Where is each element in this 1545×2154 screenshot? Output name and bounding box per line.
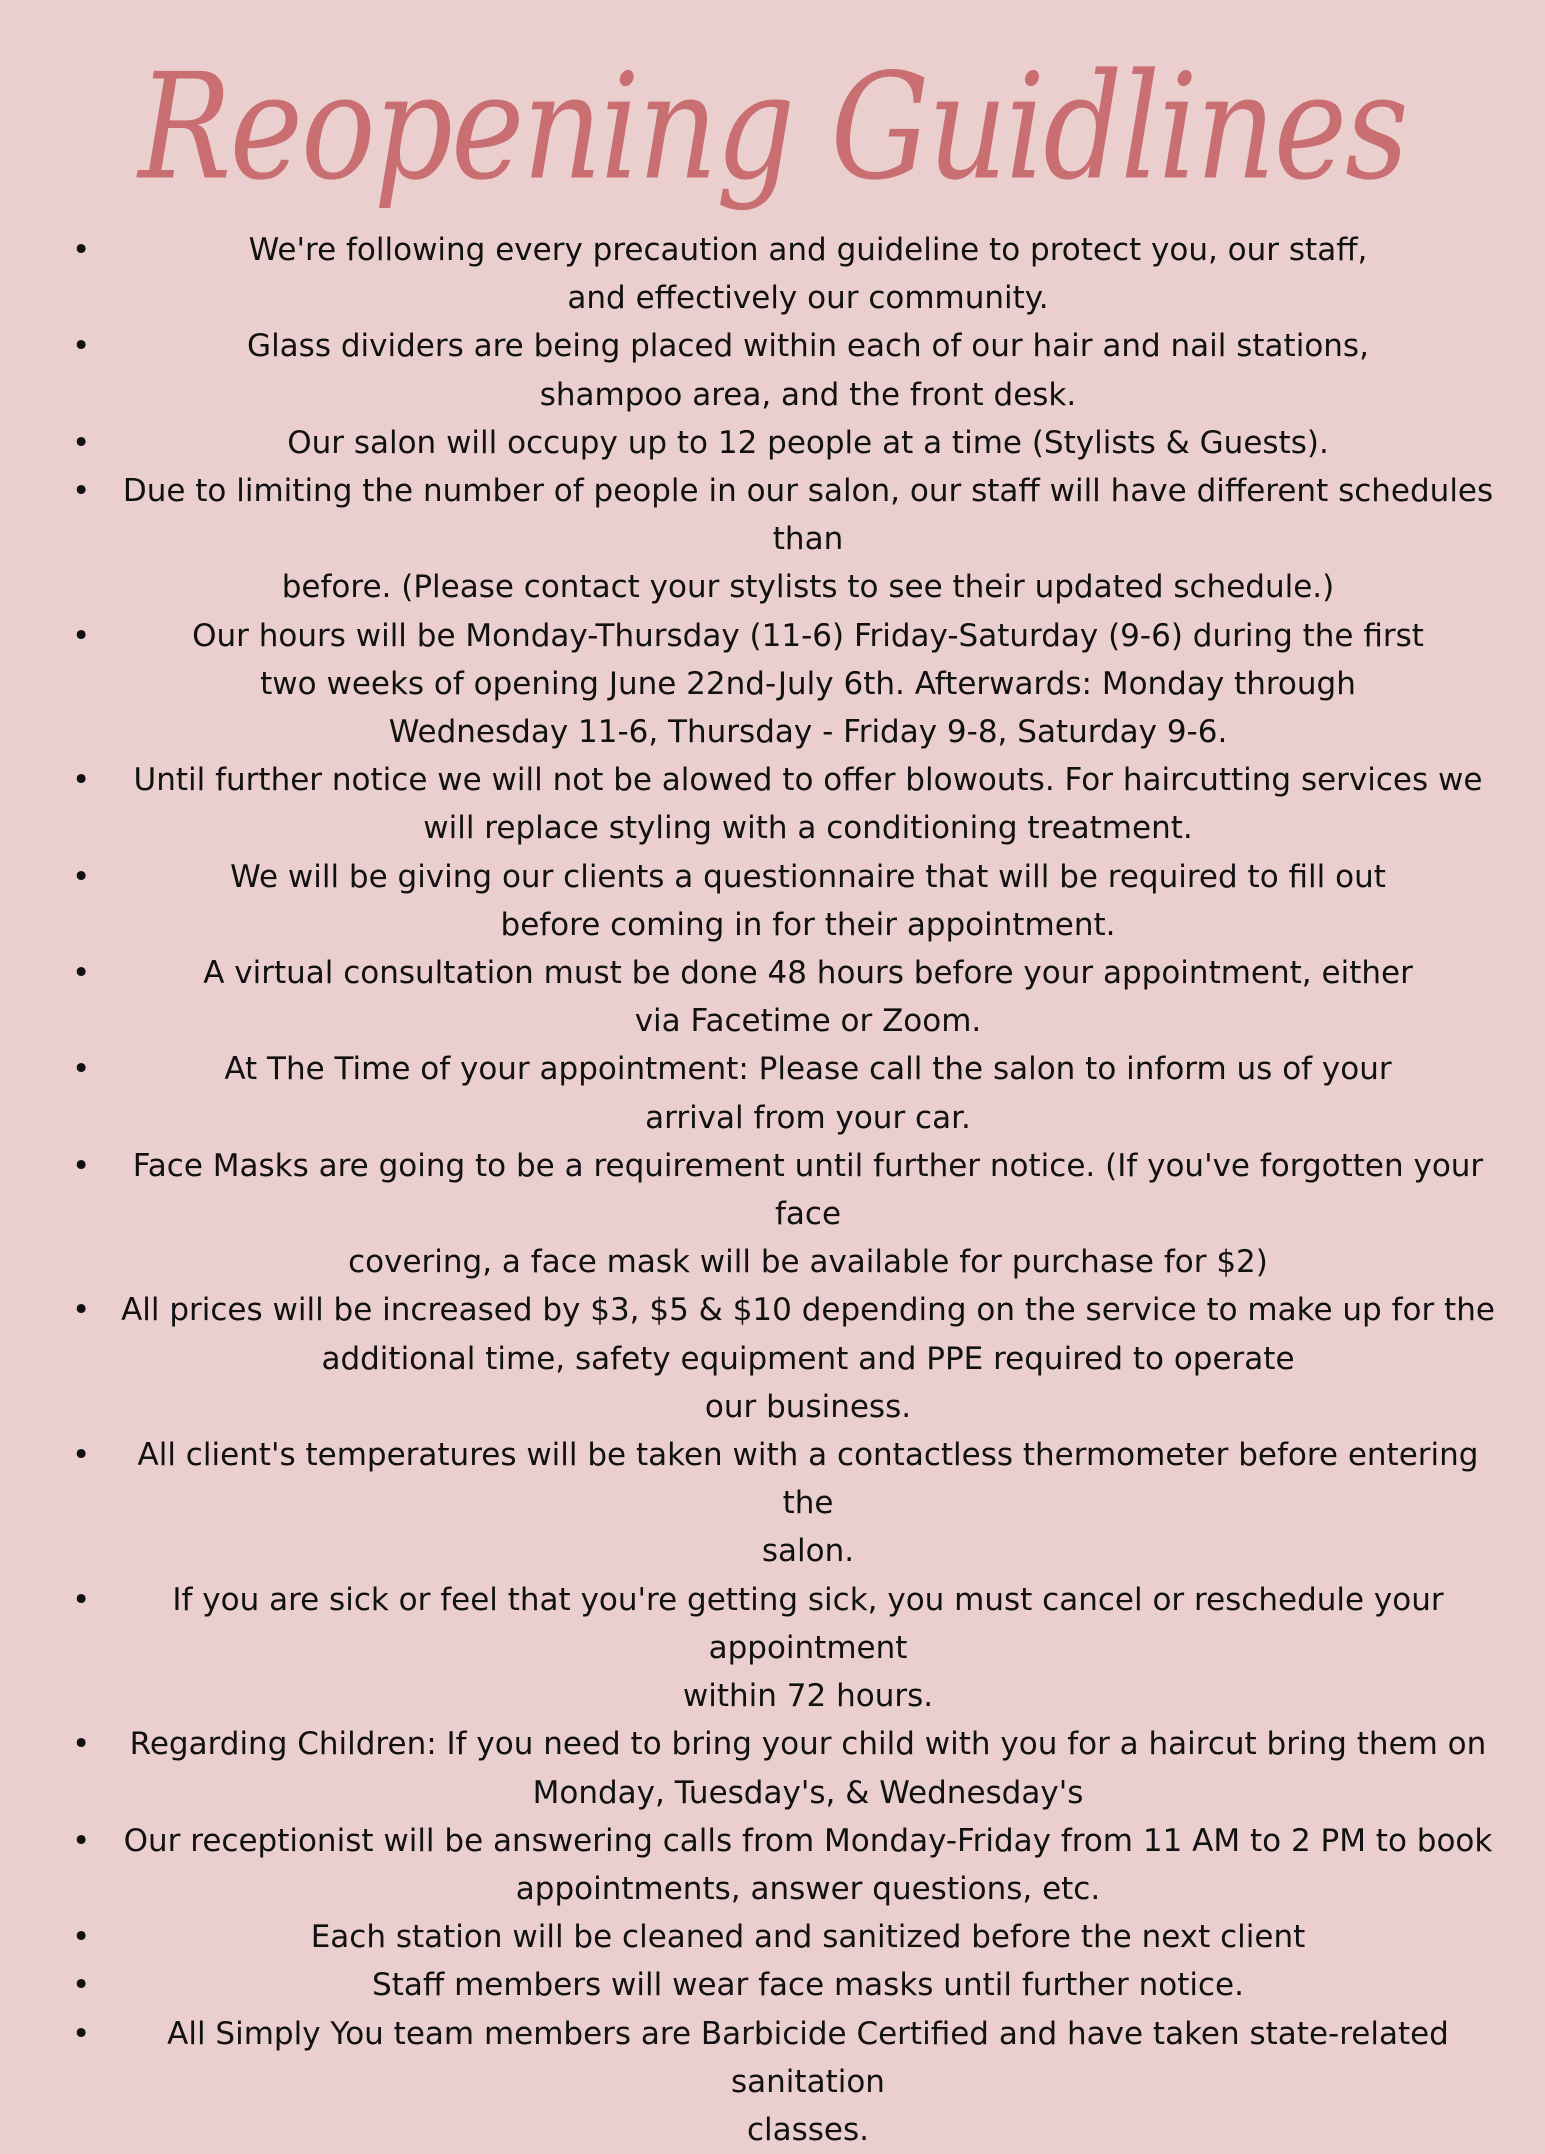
- list-item: [68, 467, 1508, 612]
- guideline-text: A virtual consultation must be done 48 hours before your appointment, either via Facetime or Zoom.: [203, 955, 1413, 1040]
- bullet-icon: •: [72, 1967, 91, 2004]
- guideline-text: Until further notice we will not be alowed to offer blowouts. For haircutting services we will replace styling with a conditioning treatment.: [133, 762, 1483, 847]
- list-item: [68, 853, 1508, 949]
- bullet-icon: •: [72, 1147, 91, 1184]
- bullet-icon: •: [72, 328, 91, 365]
- bullet-icon: •: [72, 2015, 91, 2052]
- guideline-text: All prices will be increased by $3, $5 & $10 depending on the service to make up for the additional time, safety equipment and PPE required to operate our business.: [121, 1292, 1495, 1425]
- bullet-icon: •: [72, 1437, 91, 1474]
- list-item: [68, 1720, 1508, 1816]
- list-item: [68, 1045, 1508, 1141]
- guideline-text: Our hours will be Monday-Thursday (11-6) Friday-Saturday (9-6) during the first two weeks of opening June 22nd-July 6th. Afterwards: Monday through Wednesday 11-6, Thursday - Friday 9-8, Saturday 9-6.: [192, 617, 1424, 751]
- list-item: [68, 1913, 1508, 1961]
- guideline-text: We will be giving our clients a questionnaire that will be required to fill out before coming in for their appointment.: [230, 858, 1386, 943]
- list-item: [68, 1576, 1508, 1721]
- list-item: [68, 226, 1508, 322]
- bullet-icon: •: [72, 955, 91, 992]
- list-item: [68, 949, 1508, 1045]
- guideline-text: Our salon will occupy up to 12 people at a time (Stylists & Guests).: [287, 424, 1329, 461]
- guideline-text: All Simply You team members are Barbicide Certified and have taken state-related sanitation classes.: [167, 2015, 1449, 2148]
- list-item: [68, 1961, 1508, 2009]
- guideline-text: Due to limiting the number of people in our salon, our staff will have different schedules than before. (Please contact your stylists to see their updated schedule.): [122, 473, 1494, 606]
- guideline-text: Our receptionist will be answering calls from Monday-Friday from 11 AM to 2 PM to book appointments, answer questions, etc.: [123, 1822, 1493, 1907]
- bullet-icon: •: [72, 762, 91, 799]
- bullet-icon: •: [72, 1292, 91, 1329]
- bullet-icon: •: [72, 1726, 91, 1763]
- list-item: [68, 1431, 1508, 1576]
- list-item: [68, 419, 1508, 467]
- bullet-icon: •: [72, 1051, 91, 1088]
- list-item: [68, 612, 1508, 757]
- list-item: [68, 1286, 1508, 1431]
- list-item: [68, 322, 1508, 418]
- list-item: [68, 1817, 1508, 1913]
- list-item: [68, 1142, 1508, 1287]
- guideline-text: Face Masks are going to be a requirement until further notice. (If you've forgotten your face covering, a face mask will be available for purchase for $2): [132, 1147, 1484, 1281]
- list-item: [68, 2010, 1508, 2154]
- bullet-icon: •: [72, 617, 91, 654]
- bullet-icon: •: [72, 858, 91, 895]
- guideline-text: At The Time of your appointment: Please call the salon to inform us of your arrival from your car.: [224, 1051, 1392, 1136]
- guideline-text: Glass dividers are being placed within each of our hair and nail stations, shampoo area, and the front desk.: [247, 328, 1369, 413]
- guideline-text: Each station will be cleaned and sanitized before the next client: [310, 1919, 1306, 1956]
- guidelines-list: [68, 226, 1508, 2154]
- bullet-icon: •: [72, 1822, 91, 1859]
- page-title: Reopening Guidlines: [138, 43, 1407, 213]
- bullet-icon: •: [72, 1919, 91, 1956]
- guideline-text: Regarding Children: If you need to bring your child with you for a haircut bring them on Monday, Tuesday's, & Wednesday's: [129, 1726, 1487, 1811]
- bullet-icon: •: [72, 1581, 91, 1618]
- guideline-text: All client's temperatures will be taken with a contactless thermometer before entering the salon.: [137, 1437, 1479, 1570]
- bullet-icon: •: [72, 232, 91, 268]
- guideline-text: We're following every precaution and guideline to protect you, our staff, and effectively our community.: [248, 232, 1368, 317]
- list-item: [68, 756, 1508, 852]
- guideline-text: Staff members will wear face masks until further notice.: [372, 1967, 1244, 2004]
- bullet-icon: •: [72, 424, 91, 461]
- bullet-icon: •: [72, 473, 91, 510]
- guideline-text: If you are sick or feel that you're getting sick, you must cancel or reschedule your appointment within 72 hours.: [172, 1581, 1444, 1715]
